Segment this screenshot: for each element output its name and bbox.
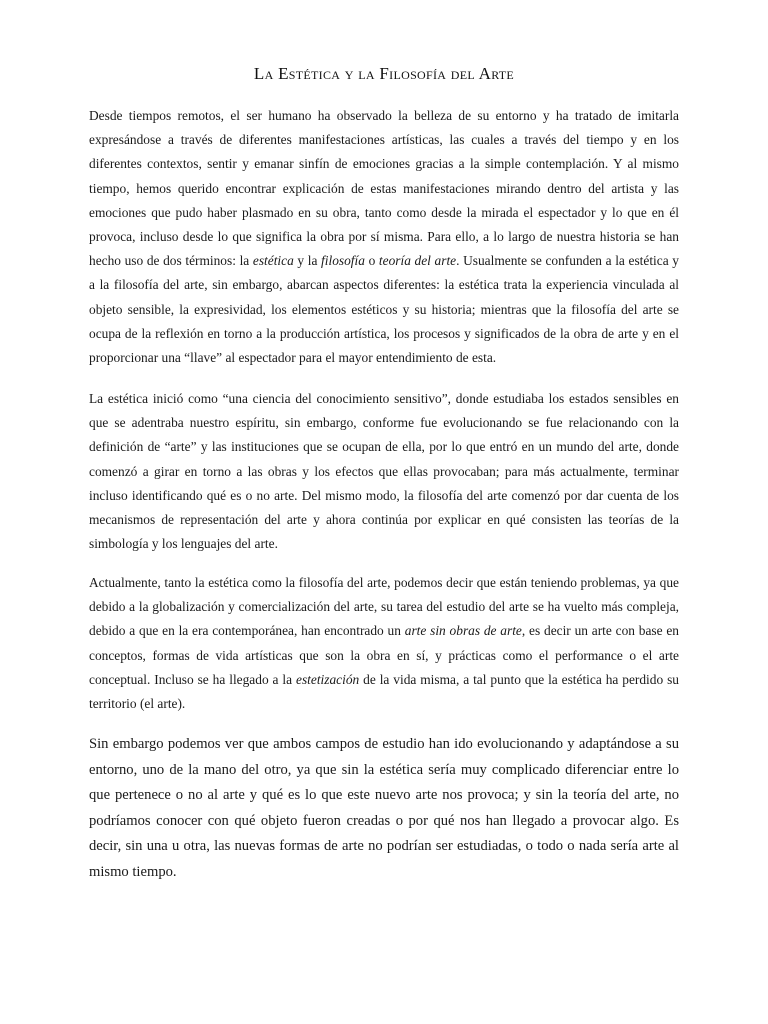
paragraph-1-text-3: o (364, 253, 379, 269)
paragraph-3 (89, 571, 679, 716)
term-filosofia: filosofía (321, 253, 365, 269)
paragraph-4-text: Sin embargo podemos ver que ambos campos de estudio han ido evolucionando y adaptándose a su entorno, uno de la mano del otro, ya que sin la estética sería muy complicado diferenciar entre lo que pertenece o no al arte y qué es lo que este nuevo arte nos provoca; y sin la teoría del arte, no podríamos conocer con qué objeto fueron creadas o por qué nos han llegado a provocar algo. Es decir, sin una u otra, las nuevas formas de arte no podrían ser estudiadas, o todo o nada sería arte al mismo tiempo. (89, 736, 679, 880)
document-title: La Estética y la Filosofía del Arte (253, 64, 515, 83)
term-estetizacion: estetización (296, 671, 360, 687)
paragraph-2-text: La estética inició como “una ciencia del conocimiento sensitivo”, donde estudiaba los estados sensibles en que se adentraba nuestro espíritu, sin embargo, conforme fue evolucionando se fue relacionando con la definición de “arte” y las instituciones que se ocupan de ella, por lo que entró en un mundo del arte, donde comenzó a girar en torno a las obras y los efectos que ellas provocaban; para más actualmente, terminar incluso identificando qué es o no arte. Del mismo modo, la filosofía del arte comenzó por dar cuenta de los mecanismos de representación del arte y ahora continúa por explicar en qué consisten las teorías de la simbología y los lenguajes del arte. (89, 391, 679, 552)
term-arte-sin-obras: arte sin obras de arte (404, 623, 522, 639)
paragraph-3-text-3: de la vida misma, a tal punto que la estética ha perdido su territorio (el arte). (89, 671, 679, 712)
term-teoria-del-arte: teoría del arte (378, 253, 457, 269)
paragraph-3-text-1: Actualmente, tanto la estética como la filosofía del arte, podemos decir que están teniendo problemas, ya que debido a la globalización y comercialización del arte, su tarea del estudio del arte se ha vuelto más compleja, debido a que en la era contemporánea, han encontrado un (89, 575, 679, 639)
paragraph-1-text-1: Desde tiempos remotos, el ser humano ha observado la belleza de su entorno y ha tratado de imitarla expresándose a través de diferentes manifestaciones artísticas, las cuales a través del tiempo y en los diferentes contextos, sentir y emanar sinfín de emociones gracias a la simple contemplación. Y al mismo tiempo, hemos querido encontrar explicación de estas manifestaciones mirando dentro del artista y las emociones que pudo haber plasmado en su obra, tanto como desde la mirada el espectador y lo que en él provoca, incluso desde lo que significa la obra por sí misma. Para ello, a lo largo de nuestra historia se han hecho uso de dos términos: la (89, 108, 679, 269)
paragraph-1 (89, 104, 679, 370)
paragraph-1-text-2: y la (293, 253, 322, 269)
paragraph-2 (89, 387, 679, 556)
paragraph-4 (89, 732, 679, 886)
paragraph-1-text-4: . Usualmente se confunden a la estética y a la filosofía del arte, sin embargo, abarcan aspectos diferentes: la estética trata la experiencia vinculada al objeto sensible, la expresividad, los elementos estéticos y su historia; mientras que la filosofía del arte se ocupa de la reflexión en torno a la producción artística, los procesos y significados de la obra de arte y en el proporcionar una “llave” al espectador para el mayor entendimiento de esta. (89, 253, 679, 366)
term-estetica: estética (252, 253, 294, 269)
paragraph-3-text-2: , es decir un arte con base en conceptos, formas de vida artísticas que son la obra en sí, y prácticas como el performance o el arte conceptual. Incluso se ha llegado a la (89, 623, 679, 687)
